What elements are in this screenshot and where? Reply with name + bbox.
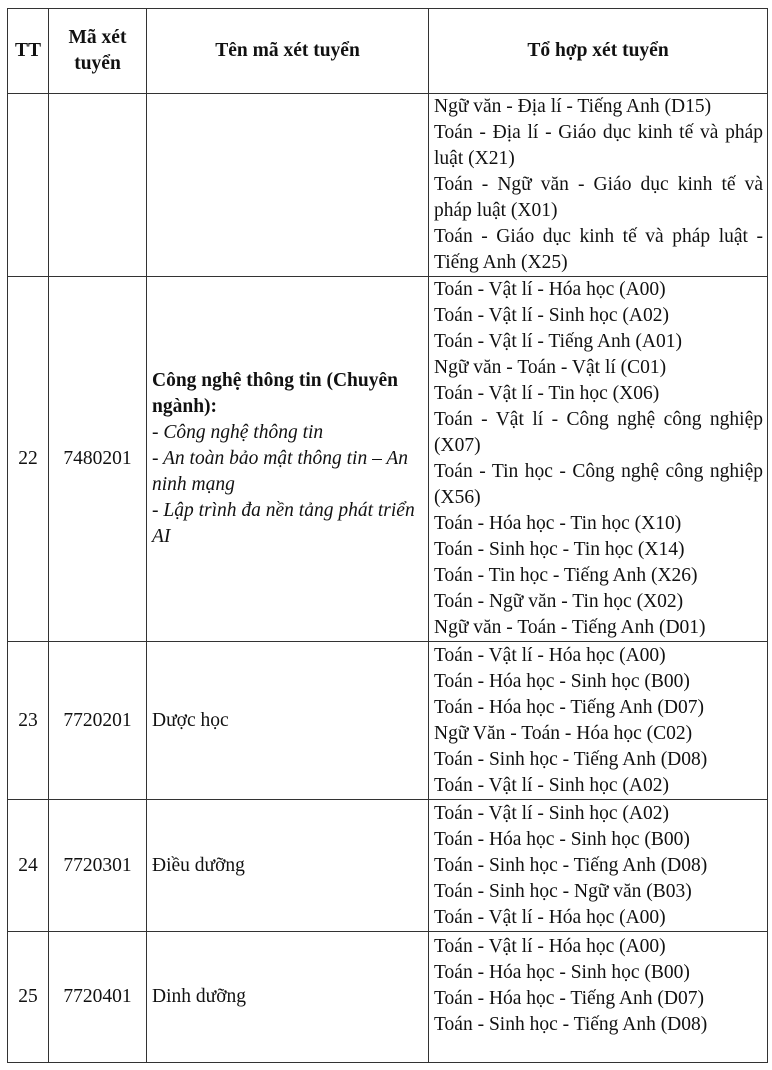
cell-combos	[429, 642, 768, 800]
header-code: Mã xét tuyển	[49, 9, 147, 94]
cell-combos	[429, 800, 768, 932]
combo-item: Toán - Vật lí - Tin học (X06)	[434, 383, 660, 404]
combo-item: Ngữ Văn - Toán - Hóa học (C02)	[434, 722, 693, 744]
major-title: Công nghệ thông tin (Chuyên ngành):	[152, 370, 398, 417]
combo-item: Toán - Vật lí - Hóa học (A00)	[434, 279, 666, 300]
table-row	[8, 932, 768, 1063]
combo-item: Toán - Địa lí - Giáo dục kinh tế và pháp luật (X21)	[434, 122, 763, 169]
combo-item: Toán - Giáo dục kinh tế và pháp luật - Tiếng Anh (X25)	[434, 226, 763, 273]
header-name: Tên mã xét tuyển	[147, 9, 429, 94]
combo-item: Toán - Hóa học - Sinh học (B00)	[434, 670, 690, 692]
table-row	[8, 94, 768, 277]
combo-item: Toán - Hóa học - Sinh học (B00)	[434, 962, 690, 983]
cell-tt: 22	[8, 277, 49, 642]
combo-item: Ngữ văn - Địa lí - Tiếng Anh (D15)	[434, 96, 712, 117]
cell-combos	[429, 277, 768, 642]
combo-item: Toán - Sinh học - Tin học (X14)	[434, 539, 685, 560]
combo-item: Toán - Tin học - Công nghệ công nghiệp (X56)	[434, 461, 763, 508]
cell-tt: 24	[8, 800, 49, 932]
combo-item: Toán - Hóa học - Sinh học (B00)	[434, 828, 690, 850]
combo-item: Toán - Sinh học - Tiếng Anh (D08)	[434, 748, 708, 770]
combo-item: Toán - Vật lí - Sinh học (A02)	[434, 774, 669, 796]
header-row	[8, 9, 768, 94]
combo-item: Toán - Sinh học - Tiếng Anh (D08)	[434, 1014, 708, 1035]
combo-item: Ngữ văn - Toán - Vật lí (C01)	[434, 357, 667, 378]
cell-name	[147, 277, 429, 642]
cell-name: Dinh dưỡng	[147, 932, 429, 1063]
combo-item: Toán - Hóa học - Tiếng Anh (D07)	[434, 696, 704, 718]
combo-item: Toán - Vật lí - Hóa học (A00)	[434, 906, 666, 928]
header-combos: Tổ hợp xét tuyển	[429, 9, 768, 94]
combo-item: Toán - Sinh học - Ngữ văn (B03)	[434, 880, 692, 902]
header-tt: TT	[8, 9, 49, 94]
cell-name: Điều dưỡng	[147, 800, 429, 932]
combo-item: Toán - Vật lí - Tiếng Anh (A01)	[434, 331, 682, 352]
combo-item: Toán - Sinh học - Tiếng Anh (D08)	[434, 854, 708, 876]
specialization: - Công nghệ thông tin	[152, 422, 324, 443]
combo-item: Toán - Vật lí - Sinh học (A02)	[434, 305, 669, 326]
specialization: - An toàn bảo mật thông tin – An ninh mạng	[152, 448, 409, 495]
cell-combos	[429, 94, 768, 277]
table-row	[8, 277, 768, 642]
cell-code: 7720401	[49, 932, 147, 1063]
cell-code	[49, 94, 147, 277]
cell-combos	[429, 932, 768, 1063]
table-row	[8, 642, 768, 800]
combo-item: Ngữ văn - Toán - Tiếng Anh (D01)	[434, 617, 706, 638]
cell-tt: 25	[8, 932, 49, 1063]
combo-item: Toán - Ngữ văn - Giáo dục kinh tế và pháp luật (X01)	[434, 174, 763, 221]
cell-name	[147, 94, 429, 277]
specialization: - Lập trình đa nền tảng phát triển AI	[152, 500, 415, 547]
table-row	[8, 800, 768, 932]
cell-code: 7720201	[49, 642, 147, 800]
combo-item: Toán - Tin học - Tiếng Anh (X26)	[434, 565, 698, 586]
cell-name: Dược học	[147, 642, 429, 800]
cell-code: 7480201	[49, 277, 147, 642]
combo-item: Toán - Vật lí - Hóa học (A00)	[434, 936, 666, 957]
combo-item: Toán - Vật lí - Công nghệ công nghiệp (X07)	[434, 409, 763, 456]
cell-code: 7720301	[49, 800, 147, 932]
admission-table	[7, 8, 768, 1063]
combo-item: Toán - Hóa học - Tiếng Anh (D07)	[434, 988, 704, 1009]
combo-item: Toán - Vật lí - Hóa học (A00)	[434, 644, 666, 666]
combo-item: Toán - Vật lí - Sinh học (A02)	[434, 802, 669, 824]
combo-item: Toán - Ngữ văn - Tin học (X02)	[434, 591, 684, 612]
cell-tt: 23	[8, 642, 49, 800]
cell-tt	[8, 94, 49, 277]
combo-item: Toán - Hóa học - Tin học (X10)	[434, 513, 682, 534]
